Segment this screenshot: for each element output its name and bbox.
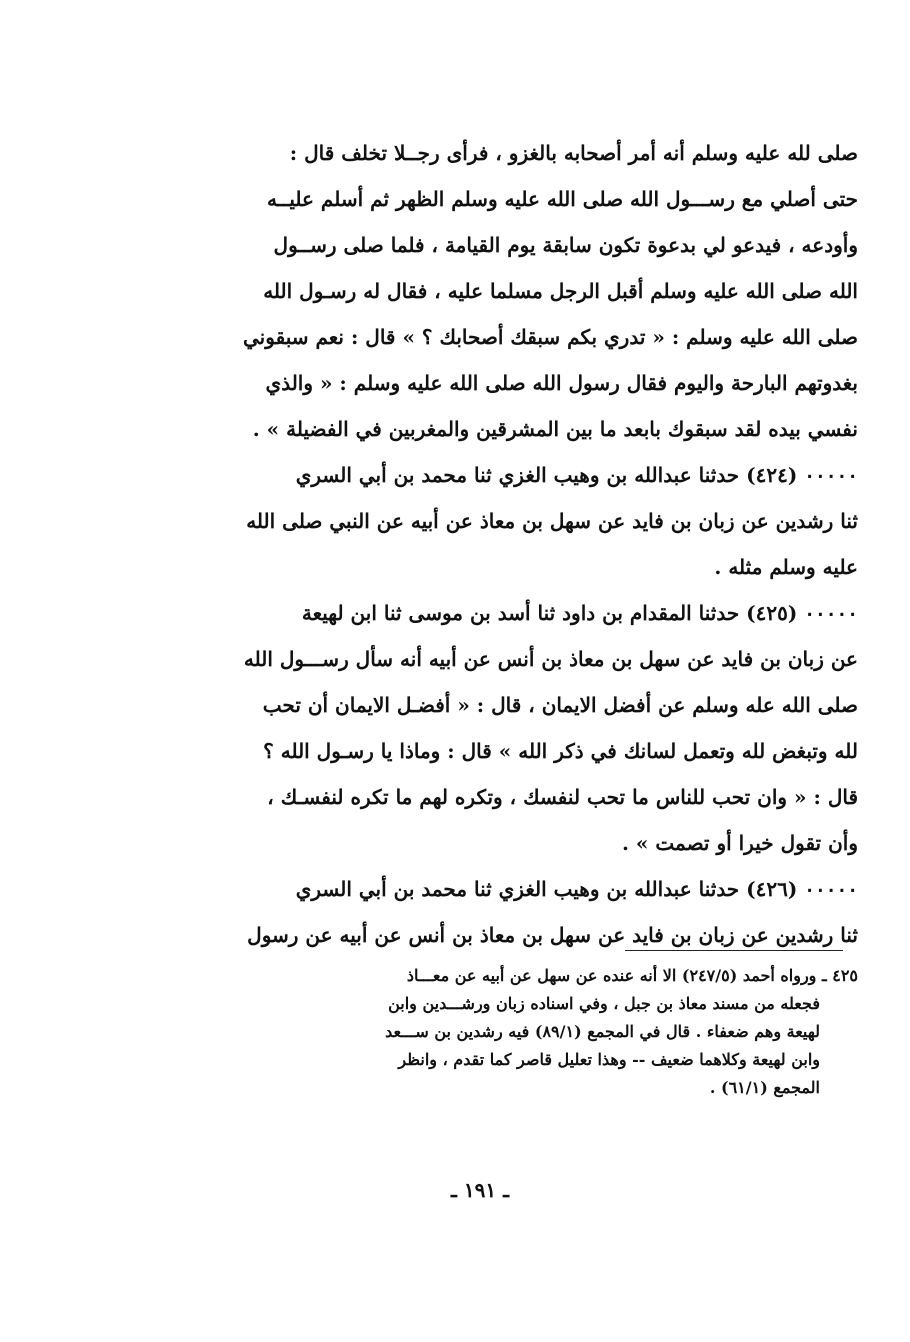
footnote-line: لهيعة وهم ضعفاء . قال في المجمع (٨٩/١) فيه رشدين بن ســـعد [385,1022,820,1041]
text-line: صلى الله عله وسلم عن أفضل الايمان ، قال : « أفضـل الايمان أن تحب [262,693,858,717]
text-line: لله وتبغض لله وتعمل لسانك في ذكر الله » قال : وماذا يا رسـول الله ؟ [263,739,858,763]
text-line: حتى أصلي مع رســـول الله صلى الله عليه وسلم الظهر ثم أسلم عليــه [266,187,858,211]
text-line: وأن تقول خيرا أو تصمت » . [621,831,858,855]
footnote-line: فجعله من مسند معاذ بن جبل ، وفي اسناده زبان ورشـــدين وابن [388,994,820,1013]
text-line: صلى لله عليه وسلم أنه أمر أصحابه بالغزو ، فرأى رجــلا تخلف قال : [289,141,858,165]
page-number: ـ ١٩١ ـ [451,1178,509,1202]
text-line: ثنا رشدين عن زبان بن فايد عن سهل بن معاذ عن أبيه عن النبي صلى الله [246,509,858,533]
footnotes [140,962,858,1102]
hadith-426-line: ٠٠٠٠٠ (٤٢٦) حدثنا عبدالله بن وهيب الغزي ثنا محمد بن أبي السري [295,877,858,901]
footnote-line: وابن لهيعة وكلاهما ضعيف -- وهذا تعليل قاصر كما تقدم ، وانظر [398,1050,820,1069]
text-line: عليه وسلم مثله . [714,555,858,579]
text-line: ثنا رشدين عن زبان بن فايد عن سهل بن معاذ بن أنس عن أبيه عن رسول [247,923,858,947]
hadith-425-line: ٠٠٠٠٠ (٤٢٥) حدثنا المقدام بن داود ثنا أسد بن موسى ثنا ابن لهيعة [301,601,858,625]
footnote-divider [625,950,843,951]
footnote-line: ٤٢٥ ـ ورواه أحمد (٢٤٧/٥) الا أنه عنده عن سهل عن أبيه عن معـــاذ [406,966,858,985]
main-text [140,130,858,958]
text-line: بغدوتهم البارحة واليوم فقال رسول الله صلى الله عليه وسلم : « والذي [265,371,858,395]
text-line: عن زبان بن فايد عن سهل بن معاذ بن أنس عن أبيه أنه سأل رســـول الله [243,647,858,671]
footnote-line: المجمع (٦١/١) . [709,1078,820,1097]
text-line: صلى الله عليه وسلم : « تدري بكم سبقك أصحابك ؟ » قال : نعم سبقوني [243,325,858,349]
text-line: وأودعه ، فيدعو لي بدعوة تكون سابقة يوم القيامة ، فلما صلى رســول [273,233,858,257]
text-line: قال : « وان تحب للناس ما تحب لنفسك ، وتكره لهم ما تكره لنفسـك ، [267,785,858,809]
hadith-424-line: ٠٠٠٠٠ (٤٢٤) حدثنا عبدالله بن وهيب الغزي ثنا محمد بن أبي السري [295,463,858,487]
text-line: نفسي بيده لقد سبقوك بابعد ما بين المشرقين والمغربين في الفضيلة » . [252,417,858,441]
text-line: الله صلى الله عليه وسلم أقبل الرجل مسلما عليه ، فقال له رسـول الله [263,279,858,303]
